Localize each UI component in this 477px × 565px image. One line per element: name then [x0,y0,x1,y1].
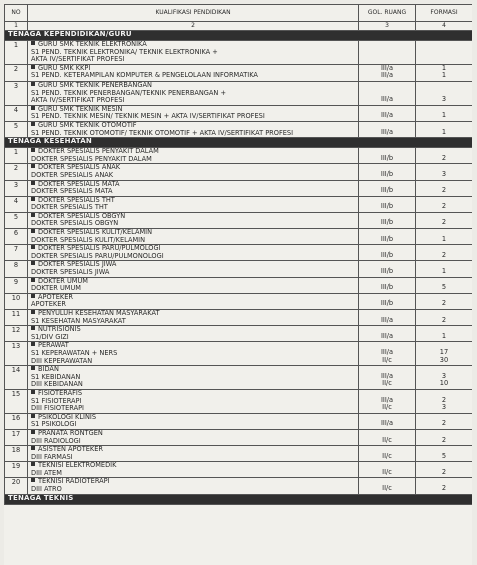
qualification-cell [28,180,359,196]
gol-ruang-value: II/c [382,484,392,493]
education-requirement: DOKTER SPESIALIS MATA [31,187,113,196]
formasi-value: 1 [441,64,447,72]
qualification-cell [28,164,359,180]
bullet-square-icon [31,106,35,110]
formasi-cell [416,389,473,413]
table-row [5,342,473,366]
formasi-cell [416,164,473,180]
bullet-square-icon [31,326,35,330]
education-requirement: DOKTER SPESIALIS PENYAKIT DALAM [31,154,152,163]
table-header [5,5,473,31]
gol-ruang-cell [359,478,416,494]
row-number: 14 [5,366,28,390]
qualification-cell [28,148,359,164]
bullet-square-icon [31,430,35,434]
education-requirement: DIII ATRO [31,485,62,494]
row-number: 20 [5,478,28,494]
education-requirement: DIII RADIOLOGI [31,436,81,445]
formasi-cell [416,429,473,445]
position-title: PRANATA RONTGEN [38,429,103,437]
formasi-value: 3 [441,371,447,380]
formasi-value: 2 [441,484,447,493]
formasi-cell [416,446,473,462]
gol-ruang-cell [359,105,416,121]
header-formasi: FORMASI [416,5,473,22]
qualification-cell [28,64,359,81]
education-requirement: S1 PEND. TEKNIK MESIN/ TEKNIK MESIN + AKTA IV/SERTIFIKAT PROFESI [31,112,265,121]
formasi-value: 3 [441,95,447,104]
education-requirement: DOKTER SPESIALIS KULIT/KELAMIN [31,235,146,244]
header-kualifikasi: KUALIFIKASI PENDIDIKAN [28,5,359,22]
row-number: 1 [5,148,28,164]
position-title: DOKTER SPESIALIS PARU/PULMOLOGI [38,244,161,253]
bullet-square-icon [31,294,35,298]
table-row [5,366,473,390]
gol-ruang-cell [359,148,416,164]
position-title-line [31,414,356,422]
header-index-4: 4 [416,22,473,31]
position-title: PERAWAT [38,341,69,350]
bullet-square-icon [31,229,35,233]
education-requirement: DIII KEPERAWATAN [31,356,93,365]
table-row [5,462,473,478]
bullet-square-icon [31,261,35,265]
qualification-cell [28,429,359,445]
bullet-square-icon [31,366,35,370]
position-title: DOKTER SPESIALIS OBGYN [38,212,126,220]
position-title: DOKTER SPESIALIS KULIT/KELAMIN [38,228,153,237]
position-title: BIDAN [38,365,59,374]
gol-ruang-cell [359,366,416,390]
gol-ruang-value: III/a [380,95,394,104]
gol-ruang-value: III/a [380,315,394,324]
formasi-cell [416,245,473,261]
gol-ruang-cell [359,164,416,180]
gol-ruang-value: III/a [380,331,394,340]
qualification-cell [28,293,359,309]
formasi-cell [416,212,473,228]
gol-ruang-cell [359,261,416,277]
formasi-value: 2 [441,186,447,195]
table-row [5,81,473,105]
formasi-cell [416,342,473,366]
formasi-value: 1 [441,234,447,243]
position-title: DOKTER SPESIALIS THT [38,196,115,204]
formasi-value: 5 [441,451,447,460]
bullet-square-icon [31,65,35,69]
gol-ruang-value: III/a [380,371,394,380]
row-number: 3 [5,180,28,196]
qualification-cell [28,326,359,342]
qualification-cell [28,310,359,326]
qualification-cell [28,196,359,212]
section-header-row [5,494,473,504]
education-requirement: S1 PEND. TEKNIK OTOMOTIF/ TEKNIK OTOMOTIF + AKTA IV/SERTIFIKAT PROFESI [31,128,294,137]
table-row [5,164,473,180]
bullet-square-icon [31,462,35,466]
position-title: DOKTER SPESIALIS MATA [38,180,120,188]
section-header-row [5,138,473,148]
position-title-line [31,294,356,302]
gol-ruang-value: III/b [380,153,394,162]
gol-ruang-cell [359,121,416,137]
row-number: 7 [5,245,28,261]
position-title: DOKTER UMUM [38,277,88,285]
gol-ruang-value: III/a [380,419,394,428]
gol-ruang-cell [359,81,416,105]
row-number: 10 [5,293,28,309]
qualification-cell [28,277,359,293]
gol-ruang-cell [359,342,416,366]
education-requirement: DOKTER SPESIALIS ANAK [31,170,114,179]
gol-ruang-value: III/a [380,64,394,72]
position-title-line [31,326,356,334]
row-number: 13 [5,342,28,366]
education-requirement: DIII FISIOTERAPI [31,404,85,413]
gol-ruang-value: III/a [380,395,394,404]
formasi-value: 1 [441,127,447,136]
education-requirement: S1 PEND. TEKNIK ELEKTRONIKA/ TEKNIK ELEKTRONIKA + [31,47,218,56]
formasi-value: 1 [441,71,447,80]
gol-ruang-cell [359,64,416,81]
position-title: APOTEKER [38,293,73,301]
formasi-value: 5 [441,283,447,292]
row-number: 1 [5,41,28,65]
header-no: NO [5,5,28,22]
position-title-line [31,446,356,454]
table-row [5,326,473,342]
education-requirement: DOKTER SPESIALIS PARU/PULMONOLOGI [31,251,164,260]
gol-ruang-value: III/b [380,267,394,276]
gol-ruang-cell [359,293,416,309]
section-title: TENAGA KESEHATAN [5,138,473,148]
gol-ruang-cell [359,326,416,342]
bullet-square-icon [31,245,35,249]
gol-ruang-value: II/c [382,435,392,444]
formasi-cell [416,229,473,245]
header-index-3: 3 [359,22,416,31]
row-number: 5 [5,121,28,137]
row-number: 11 [5,310,28,326]
document-page [4,4,472,565]
education-requirement: S1 KEPERAWATAN + NERS [31,348,118,357]
gol-ruang-value: III/b [380,283,394,292]
qualification-cell [28,342,359,366]
bullet-square-icon [31,181,35,185]
position-title: DOKTER SPESIALIS ANAK [38,163,121,172]
gol-ruang-value: III/b [380,202,394,211]
row-number: 12 [5,326,28,342]
formasi-cell [416,121,473,137]
gol-ruang-value: II/c [382,355,392,364]
formasi-cell [416,41,473,65]
formasi-cell [416,180,473,196]
row-number: 5 [5,212,28,228]
table-row [5,478,473,494]
table-row [5,148,473,164]
gol-ruang-cell [359,196,416,212]
bullet-square-icon [31,122,35,126]
qualification-cell [28,41,359,65]
bullet-square-icon [31,342,35,346]
formasi-value: 2 [441,315,447,324]
row-number: 2 [5,64,28,81]
table-row [5,64,473,81]
row-number: 2 [5,164,28,180]
gol-ruang-cell [359,413,416,429]
position-title: GURU SMK TEKNIK MESIN [38,105,123,113]
position-title: GURU SMK KKPI [38,64,91,72]
formasi-cell [416,148,473,164]
qualification-cell [28,261,359,277]
bullet-square-icon [31,414,35,418]
education-requirement: DOKTER SPESIALIS THT [31,203,108,212]
gol-ruang-value: III/b [380,169,394,178]
formasi-cell [416,105,473,121]
table-row [5,389,473,413]
gol-ruang-value: III/b [380,218,394,227]
formasi-cell [416,462,473,478]
position-title: GURU SMK TEKNIK OTOMOTIF [38,121,137,129]
formasi-value: 10 [439,379,449,388]
education-requirement: DIII KEBIDANAN [31,380,83,389]
gol-ruang-cell [359,212,416,228]
qualification-cell [28,389,359,413]
header-index-1: 1 [5,22,28,31]
position-title-line [31,462,356,470]
gol-ruang-value: III/b [380,250,394,259]
formasi-cell [416,326,473,342]
table-row [5,212,473,228]
position-title: DOKTER SPESIALIS PENYAKIT DALAM [38,147,159,156]
row-number: 8 [5,261,28,277]
formasi-value: 2 [441,435,447,444]
formasi-cell [416,366,473,390]
gol-ruang-value: III/b [380,234,394,243]
education-requirement: S1 PSIKOLOGI [31,420,77,429]
qualification-cell [28,212,359,228]
gol-ruang-cell [359,310,416,326]
qualification-cell [28,366,359,390]
gol-ruang-cell [359,277,416,293]
qualification-cell [28,413,359,429]
table-row [5,310,473,326]
table-row [5,245,473,261]
education-requirement: DIII FARMASI [31,452,73,461]
education-requirement: DOKTER UMUM [31,284,81,293]
gol-ruang-value: III/a [380,127,394,136]
row-number: 19 [5,462,28,478]
education-requirement: S1 KEBIDANAN [31,372,81,381]
formasi-value: 2 [441,153,447,162]
row-number: 4 [5,196,28,212]
qualification-cell [28,229,359,245]
table-row [5,429,473,445]
qualification-cell [28,105,359,121]
bullet-square-icon [31,446,35,450]
formasi-value: 1 [441,111,447,120]
bullet-square-icon [31,310,35,314]
position-title: GURU SMK TEKNIK ELEKTRONIKA [38,40,147,48]
row-number: 17 [5,429,28,445]
position-title: NUTRISIONIS [38,325,81,334]
qualification-cell [28,245,359,261]
row-number: 4 [5,105,28,121]
table-row [5,41,473,65]
section-header-row [5,31,473,41]
row-number: 16 [5,413,28,429]
header-gol-ruang: GOL. RUANG [359,5,416,22]
row-number: 18 [5,446,28,462]
position-title: PSIKOLOGI KLINIS [38,413,97,421]
position-title: FISIOTERAFIS [38,389,82,397]
position-title: DOKTER SPESIALIS JIWA [38,260,117,269]
table-row [5,105,473,121]
bullet-square-icon [31,278,35,282]
position-title-line [31,478,356,486]
formasi-cell [416,478,473,494]
gol-ruang-cell [359,446,416,462]
formasi-cell [416,81,473,105]
table-row [5,261,473,277]
formation-table [4,4,472,505]
formasi-cell [416,310,473,326]
gol-ruang-value: III/b [380,299,394,308]
formasi-value: 2 [441,250,447,259]
header-index-2: 2 [28,22,359,31]
row-number: 15 [5,389,28,413]
gol-ruang-value: II/c [382,379,392,388]
formasi-value: 30 [439,355,449,364]
position-title: ASISTEN APOTEKER [38,445,103,454]
position-title: GURU SMK TEKNIK PENERBANGAN [38,81,152,89]
formasi-value: 1 [441,331,447,340]
formasi-cell [416,293,473,309]
bullet-square-icon [31,164,35,168]
table-row [5,293,473,309]
bullet-square-icon [31,82,35,86]
gol-ruang-value: II/c [382,403,392,412]
education-requirement: S1 PEND. KETERAMPILAN KOMPUTER & PENGELOLAAN INFORMATIKA [31,71,258,80]
formasi-cell [416,261,473,277]
formasi-value: 17 [439,347,449,356]
position-title: TEKNISI ELEKTROMEDIK [38,461,117,470]
row-number: 3 [5,81,28,105]
table-body [5,31,473,505]
education-requirement: DOKTER SPESIALIS OBGYN [31,219,119,228]
qualification-cell [28,81,359,105]
formasi-value: 2 [441,218,447,227]
education-requirement: S1 PEND. TEKNIK PENERBANGAN/TEKNIK PENERBANGAN + [31,88,226,97]
table-row [5,180,473,196]
row-number: 9 [5,277,28,293]
gol-ruang-cell [359,389,416,413]
formasi-cell [416,196,473,212]
formasi-value: 2 [441,419,447,428]
qualification-cell [28,121,359,137]
row-number: 6 [5,229,28,245]
formasi-value: 3 [441,403,447,412]
gol-ruang-value: III/b [380,186,394,195]
table-row [5,413,473,429]
formasi-value: 2 [441,395,447,404]
table-row [5,277,473,293]
formasi-value: 1 [441,267,447,276]
position-title: PENYULUH KESEHATAN MASYARAKAT [38,309,160,317]
gol-ruang-cell [359,462,416,478]
formasi-value: 2 [441,467,447,476]
education-requirement: DOKTER SPESIALIS JIWA [31,268,110,277]
gol-ruang-cell [359,245,416,261]
education-requirement: AKTA IV/SERTIFIKAT PROFESI [31,55,125,64]
section-title: TENAGA KEPENDIDIKAN/GURU [5,31,473,41]
gol-ruang-cell [359,429,416,445]
education-requirement: S1 FISIOTERAPI [31,396,82,405]
gol-ruang-value: III/a [380,347,394,356]
bullet-square-icon [31,197,35,201]
bullet-square-icon [31,478,35,482]
table-row [5,196,473,212]
gol-ruang-cell [359,229,416,245]
bullet-square-icon [31,213,35,217]
qualification-cell [28,462,359,478]
qualification-cell [28,446,359,462]
formasi-cell [416,413,473,429]
formasi-value: 2 [441,299,447,308]
gol-ruang-value: II/c [382,451,392,460]
formasi-value: 3 [441,169,447,178]
table-row [5,229,473,245]
bullet-square-icon [31,41,35,45]
gol-ruang-value: III/a [380,71,394,80]
education-requirement: DIII ATEM [31,468,62,477]
education-requirement: S1/DIV GIZI [31,332,69,341]
education-requirement: S1 KESEHATAN MASYARAKAT [31,316,126,325]
gol-ruang-value: II/c [382,467,392,476]
formasi-cell [416,277,473,293]
education-requirement: AKTA IV/SERTIFIKAT PROFESI [31,96,125,105]
table-row [5,121,473,137]
table-row [5,446,473,462]
position-title: TEKNISI RADIOTERAPI [38,477,110,486]
bullet-square-icon [31,148,35,152]
formasi-cell [416,64,473,81]
qualification-cell [28,478,359,494]
section-title: TENAGA TEKNIS [5,494,473,504]
gol-ruang-cell [359,180,416,196]
bullet-square-icon [31,390,35,394]
education-requirement: APOTEKER [31,300,66,309]
gol-ruang-cell [359,41,416,65]
formasi-value: 2 [441,202,447,211]
gol-ruang-value: III/a [380,111,394,120]
